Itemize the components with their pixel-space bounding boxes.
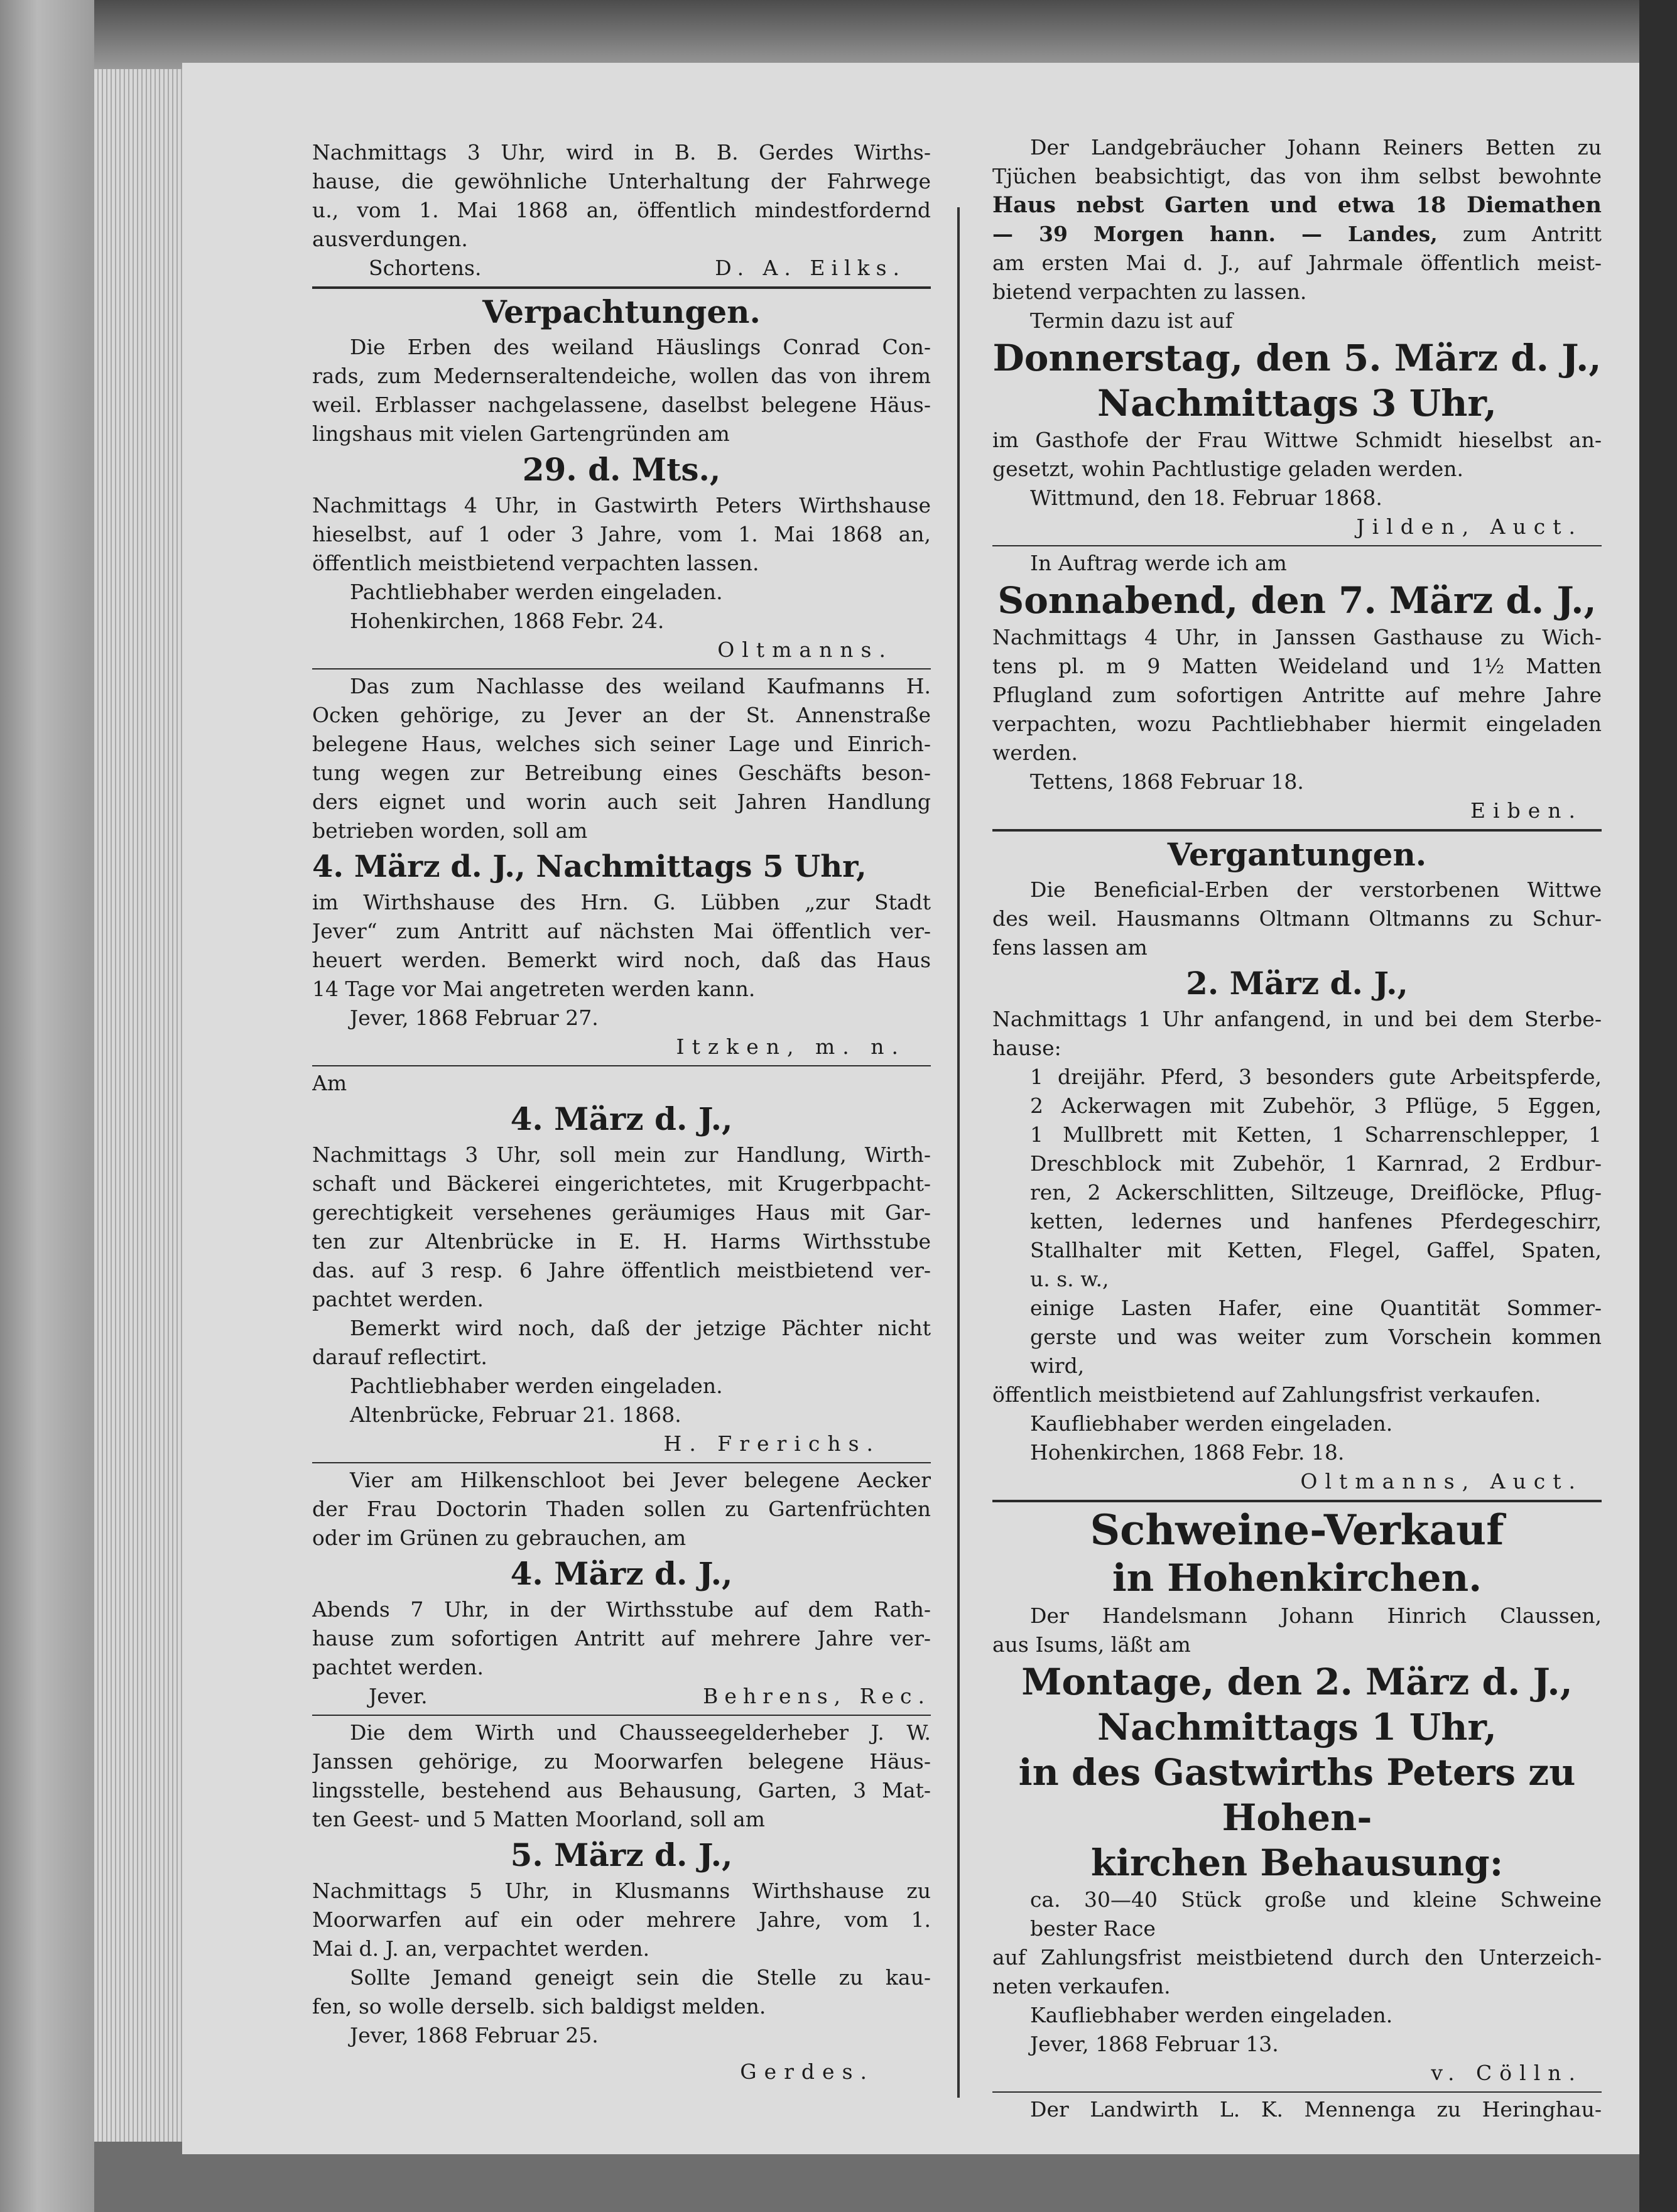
- left-column: [312, 138, 931, 2086]
- text-line: Nachmittags 1 Uhr anfangend, in und bei dem Sterbe-: [992, 1007, 1602, 1031]
- right-shadow: [1639, 0, 1677, 2212]
- text-line: Termin dazu ist auf: [1030, 308, 1233, 333]
- rule: [992, 1500, 1602, 1502]
- text-line: öffentlich meistbietend verpachten lassen.: [312, 551, 759, 575]
- text-line: Janssen gehörige, zu Moorwarfen belegene Häus-: [312, 1749, 931, 1774]
- notice-wichtens: [992, 549, 1602, 825]
- text-line: im Gasthofe der Frau Wittwe Schmidt hieselbst an-: [992, 428, 1602, 452]
- text-line: heuert werden. Bemerkt wird noch, daß das Haus: [312, 948, 931, 972]
- text-line: Nachmittags 4 Uhr, in Gastwirth Peters Wirthshause: [312, 493, 931, 518]
- text-line: Moorwarfen auf ein oder mehrere Jahre, vom 1.: [312, 1907, 931, 1932]
- text-line: Nachmittags 3 Uhr, soll mein zur Handlung, Wirth-: [312, 1142, 931, 1167]
- text-line: Pflugland zum sofortigen Antritte auf mehre Jahre: [992, 683, 1602, 707]
- date-heading: Sonnabend, den 7. März d. J.,: [997, 579, 1597, 622]
- notice-conrads: [312, 333, 931, 664]
- text-line: fen, so wolle derselb. sich baldigst melden.: [312, 1994, 766, 2019]
- text-line: Der Landgebräucher Johann Reiners Betten zu: [1030, 135, 1602, 160]
- text-line: belegene Haus, welches sich seiner Lage und Einrich-: [312, 732, 931, 756]
- date-heading: 29. d. Mts.,: [522, 451, 721, 488]
- text-line: der Frau Doctorin Thaden sollen zu Gartenfrüchten: [312, 1497, 931, 1521]
- text-line: Bemerkt wird noch, daß der jetzige Pächter nicht: [350, 1316, 931, 1340]
- column-divider: [957, 207, 960, 2098]
- section-heading: Verpachtungen.: [482, 293, 761, 330]
- text-line: des weil. Hausmanns Oltmann Oltmanns zu Schur-: [992, 906, 1602, 931]
- signature: H. Frerichs.: [663, 1431, 881, 1456]
- list-item: Stallhalter mit Ketten, Flegel, Gaffel, Spaten,: [1030, 1238, 1602, 1262]
- notice-oltmanns: [992, 876, 1602, 1496]
- list-item: ketten, ledernes und hanfenes Pferdegeschirr,: [1030, 1209, 1602, 1233]
- text-line: Nachmittags 3 Uhr, wird in B. B. Gerdes Wirths-: [312, 140, 931, 165]
- text-line: verpachten, wozu Pachtliebhaber hiermit eingeladen: [992, 712, 1602, 736]
- signature: Oltmanns, Auct.: [1300, 1469, 1583, 1494]
- text-line: Wittmund, den 18. Februar 1868.: [1030, 485, 1382, 510]
- rule: [312, 1462, 931, 1463]
- text-line: tens pl. m 9 Matten Weideland und 1½ Matten: [992, 654, 1602, 678]
- ad-title: in Hohenkirchen.: [1112, 1556, 1482, 1600]
- text-line: ten zur Altenbrücke in E. H. Harms Wirthsstube: [312, 1229, 931, 1254]
- text-line: gesetzt, wohin Pachtlustige geladen werden.: [992, 457, 1463, 481]
- text-line: betrieben worden, soll am: [312, 818, 588, 843]
- text-line: 14 Tage vor Mai angetreten werden kann.: [312, 977, 756, 1001]
- text-line: Nachmittags 5 Uhr, in Klusmanns Wirthshause zu: [312, 1879, 931, 1903]
- text-line: oder im Grünen zu gebrauchen, am: [312, 1526, 687, 1550]
- date-heading: 4. März d. J.,: [510, 1555, 733, 1592]
- list-item: einige Lasten Hafer, eine Quantität Sommer-: [1030, 1296, 1602, 1320]
- text-line: Jever“ zum Antritt auf nächsten Mai öffentlich ver-: [312, 919, 931, 943]
- text-line: darauf reflectirt.: [312, 1345, 487, 1369]
- place-signature: [312, 1682, 931, 1711]
- text-line: Haus nebst Garten und etwa 18 Diemathen: [992, 192, 1602, 218]
- text-line: öffentlich meistbietend auf Zahlungsfrist verkaufen.: [992, 1382, 1541, 1407]
- text-line: Sollte Jemand geneigt sein die Stelle zu kau-: [350, 1965, 931, 1990]
- section-heading: Vergantungen.: [1167, 836, 1427, 873]
- date-heading: 4. März d. J., Nachmittags 5 Uhr,: [312, 849, 867, 884]
- text-line: ten Geest- und 5 Matten Moorland, soll am: [312, 1807, 765, 1831]
- notice-unterhaltung: [312, 138, 931, 283]
- text-line: tung wegen zur Betreibung eines Geschäfts beson-: [312, 761, 931, 785]
- text-line: Kaufliebhaber werden eingeladen.: [1030, 2003, 1393, 2027]
- text-line: Kaufliebhaber werden eingeladen.: [1030, 1411, 1393, 1436]
- text-line: Am: [312, 1071, 347, 1095]
- text-line: zum Antritt: [1437, 222, 1602, 246]
- rule: [312, 1715, 931, 1716]
- text-line: rads, zum Medernseraltendeiche, wollen das von ihrem: [312, 364, 931, 388]
- date-heading: in des Gastwirths Peters zu Hohen-: [1018, 1751, 1576, 1839]
- text-line: hause zum sofortigen Antritt auf mehrere Jahre ver-: [312, 1626, 931, 1651]
- list-item: 1 dreijähr. Pferd, 3 besonders gute Arbeitspferde,: [1030, 1065, 1602, 1089]
- list-item: ca. 30—40 Stück große und kleine Schweine: [1030, 1887, 1602, 1912]
- signature: Itzken, m. n.: [676, 1034, 906, 1059]
- notice-janssen: [312, 1718, 931, 2086]
- top-edge: [94, 0, 1639, 69]
- notice-frerichs: [312, 1069, 931, 1458]
- text-line: das. auf 3 resp. 6 Jahre öffentlich meistbietend ver-: [312, 1258, 931, 1282]
- text-line: bietend verpachten zu lassen.: [992, 279, 1307, 304]
- text-line: Hohenkirchen, 1868 Febr. 24.: [350, 609, 665, 633]
- text-line: Die Beneficial-Erben der verstorbenen Wittwe: [1030, 877, 1602, 902]
- date-heading: kirchen Behausung:: [1090, 1841, 1504, 1884]
- text-line: hause:: [992, 1036, 1061, 1060]
- text-line: Tettens, 1868 Februar 18.: [1030, 769, 1304, 794]
- signature: Eiben.: [1470, 798, 1583, 823]
- signature: Behrens, Rec.: [703, 1684, 931, 1708]
- list-item: wird,: [1030, 1353, 1085, 1378]
- text-line: Abends 7 Uhr, in der Wirthsstube auf dem Rath-: [312, 1597, 931, 1622]
- text-line: schaft und Bäckerei eingerichtetes, mit Krugerbpacht-: [312, 1171, 931, 1196]
- list-item: gerste und was weiter zum Vorschein kommen: [1030, 1325, 1602, 1349]
- text-line: — 39 Morgen hann. — Landes,: [992, 222, 1438, 246]
- text-line: neten verkaufen.: [992, 1974, 1171, 1998]
- notice-thaden: [312, 1466, 931, 1711]
- text-line: Der Landwirth L. K. Mennenga zu Heringhau-: [1030, 2097, 1602, 2122]
- list-item: Dreschblock mit Zubehör, 1 Karnrad, 2 Erdbur-: [1030, 1151, 1602, 1176]
- list-item: ren, 2 Ackerschlitten, Siltzeuge, Dreiflöcke, Pflug-: [1030, 1180, 1602, 1205]
- text-line: u., vom 1. Mai 1868 an, öffentlich mindestfordernd: [312, 198, 931, 222]
- text-line: Das zum Nachlasse des weiland Kaufmanns H.: [350, 674, 931, 698]
- date-heading: Nachmittags 3 Uhr,: [1097, 382, 1497, 425]
- text-line: Der Handelsmann Johann Hinrich Claussen,: [1030, 1603, 1602, 1628]
- list-item: 2 Ackerwagen mit Zubehör, 3 Pflüge, 5 Eggen,: [1030, 1093, 1602, 1118]
- text-line: werden.: [992, 740, 1078, 765]
- signature: D. A. Eilks.: [715, 256, 906, 280]
- text-line: ausverdungen.: [312, 227, 468, 251]
- text-line: lingshaus mit vielen Gartengründen am: [312, 421, 730, 446]
- list-item: bester Race: [1030, 1916, 1156, 1941]
- text-line: Pachtliebhaber werden eingeladen.: [350, 1374, 723, 1398]
- notice-ocken: [312, 672, 931, 1061]
- text-line: pachtet werden.: [312, 1655, 484, 1679]
- rule: [312, 668, 931, 670]
- page-edges: [94, 57, 188, 2142]
- text-line: Mai d. J. an, verpachtet werden.: [312, 1936, 650, 1961]
- rule: [992, 829, 1602, 832]
- date-heading: Nachmittags 1 Uhr,: [1097, 1706, 1497, 1748]
- text-line: Jever, 1868 Februar 27.: [350, 1006, 599, 1030]
- place: Schortens.: [369, 256, 482, 280]
- text-line: Die Erben des weiland Häuslings Conrad Con-: [350, 335, 931, 359]
- text-line: hause, die gewöhnliche Unterhaltung der Fahrwege: [312, 169, 931, 193]
- rule: [992, 2091, 1602, 2093]
- date-heading: Donnerstag, den 5. März d. J.,: [992, 337, 1602, 379]
- signature: v. Cölln.: [1431, 2061, 1583, 2085]
- rule: [312, 286, 931, 289]
- date-heading: 5. März d. J.,: [510, 1836, 733, 1873]
- ad-title: Schweine-Verkauf: [1090, 1505, 1504, 1554]
- list-item: 1 Mullbrett mit Ketten, 1 Scharrenschlepper, 1: [1030, 1122, 1602, 1147]
- right-column: [992, 133, 1602, 2124]
- list-item: u. s. w.,: [1030, 1267, 1109, 1291]
- text-line: auf Zahlungsfrist meistbietend durch den Unterzeich-: [992, 1945, 1602, 1970]
- text-line: lingsstelle, bestehend aus Behausung, Garten, 3 Mat-: [312, 1778, 931, 1803]
- text-line: Nachmittags 4 Uhr, in Janssen Gasthause zu Wich-: [992, 625, 1602, 649]
- rule: [312, 1065, 931, 1066]
- date-heading: Montage, den 2. März d. J.,: [1021, 1661, 1573, 1703]
- place-signature: [312, 254, 931, 283]
- date-heading: 2. März d. J.,: [1186, 965, 1408, 1002]
- text-line: Pachtliebhaber werden eingeladen.: [350, 580, 723, 604]
- text-line: fens lassen am: [992, 935, 1148, 960]
- text-line: Ocken gehörige, zu Jever an der St. Annenstraße: [312, 703, 931, 727]
- text-line: Jever, 1868 Februar 13.: [1030, 2032, 1279, 2056]
- book-binding: [0, 0, 94, 2212]
- notice-betten: [992, 133, 1602, 541]
- text-line: Die dem Wirth und Chausseegelderheber J. W.: [350, 1720, 931, 1745]
- date-heading: 4. März d. J.,: [510, 1100, 733, 1137]
- text-line: gerechtigkeit versehenes geräumiges Haus mit Gar-: [312, 1200, 931, 1225]
- text-line: Altenbrücke, Februar 21. 1868.: [350, 1402, 681, 1427]
- text-line: im Wirthshause des Hrn. G. Lübben „zur Stadt: [312, 890, 931, 914]
- rule: [992, 545, 1602, 546]
- signature: Jilden, Auct.: [1356, 514, 1583, 539]
- text-line: am ersten Mai d. J., auf Jahrmale öffentlich meist-: [992, 251, 1602, 275]
- text-line: pachtet werden.: [312, 1287, 484, 1311]
- text-line: ders eignet und worin auch seit Jahren Handlung: [312, 789, 931, 814]
- notice-schweine: [992, 1505, 1602, 2088]
- text-line: In Auftrag werde ich am: [1030, 551, 1287, 575]
- text-line: Tjüchen beabsichtigt, das von ihm selbst bewohnte: [992, 164, 1602, 188]
- signature: Gerdes.: [740, 2059, 874, 2084]
- text-line: hieselbst, auf 1 oder 3 Jahre, vom 1. Mai 1868 an,: [312, 522, 931, 546]
- text-line: Jever, 1868 Februar 25.: [350, 2023, 599, 2047]
- text-line: weil. Erblasser nachgelassene, daselbst belegene Häus-: [312, 393, 931, 417]
- text-line: Vier am Hilkenschloot bei Jever belegene Aecker: [350, 1468, 931, 1492]
- place: Jever.: [369, 1684, 428, 1708]
- signature: Oltmanns.: [717, 637, 893, 662]
- text-line: Hohenkirchen, 1868 Febr. 18.: [1030, 1440, 1345, 1465]
- text-line: aus Isums, läßt am: [992, 1632, 1191, 1657]
